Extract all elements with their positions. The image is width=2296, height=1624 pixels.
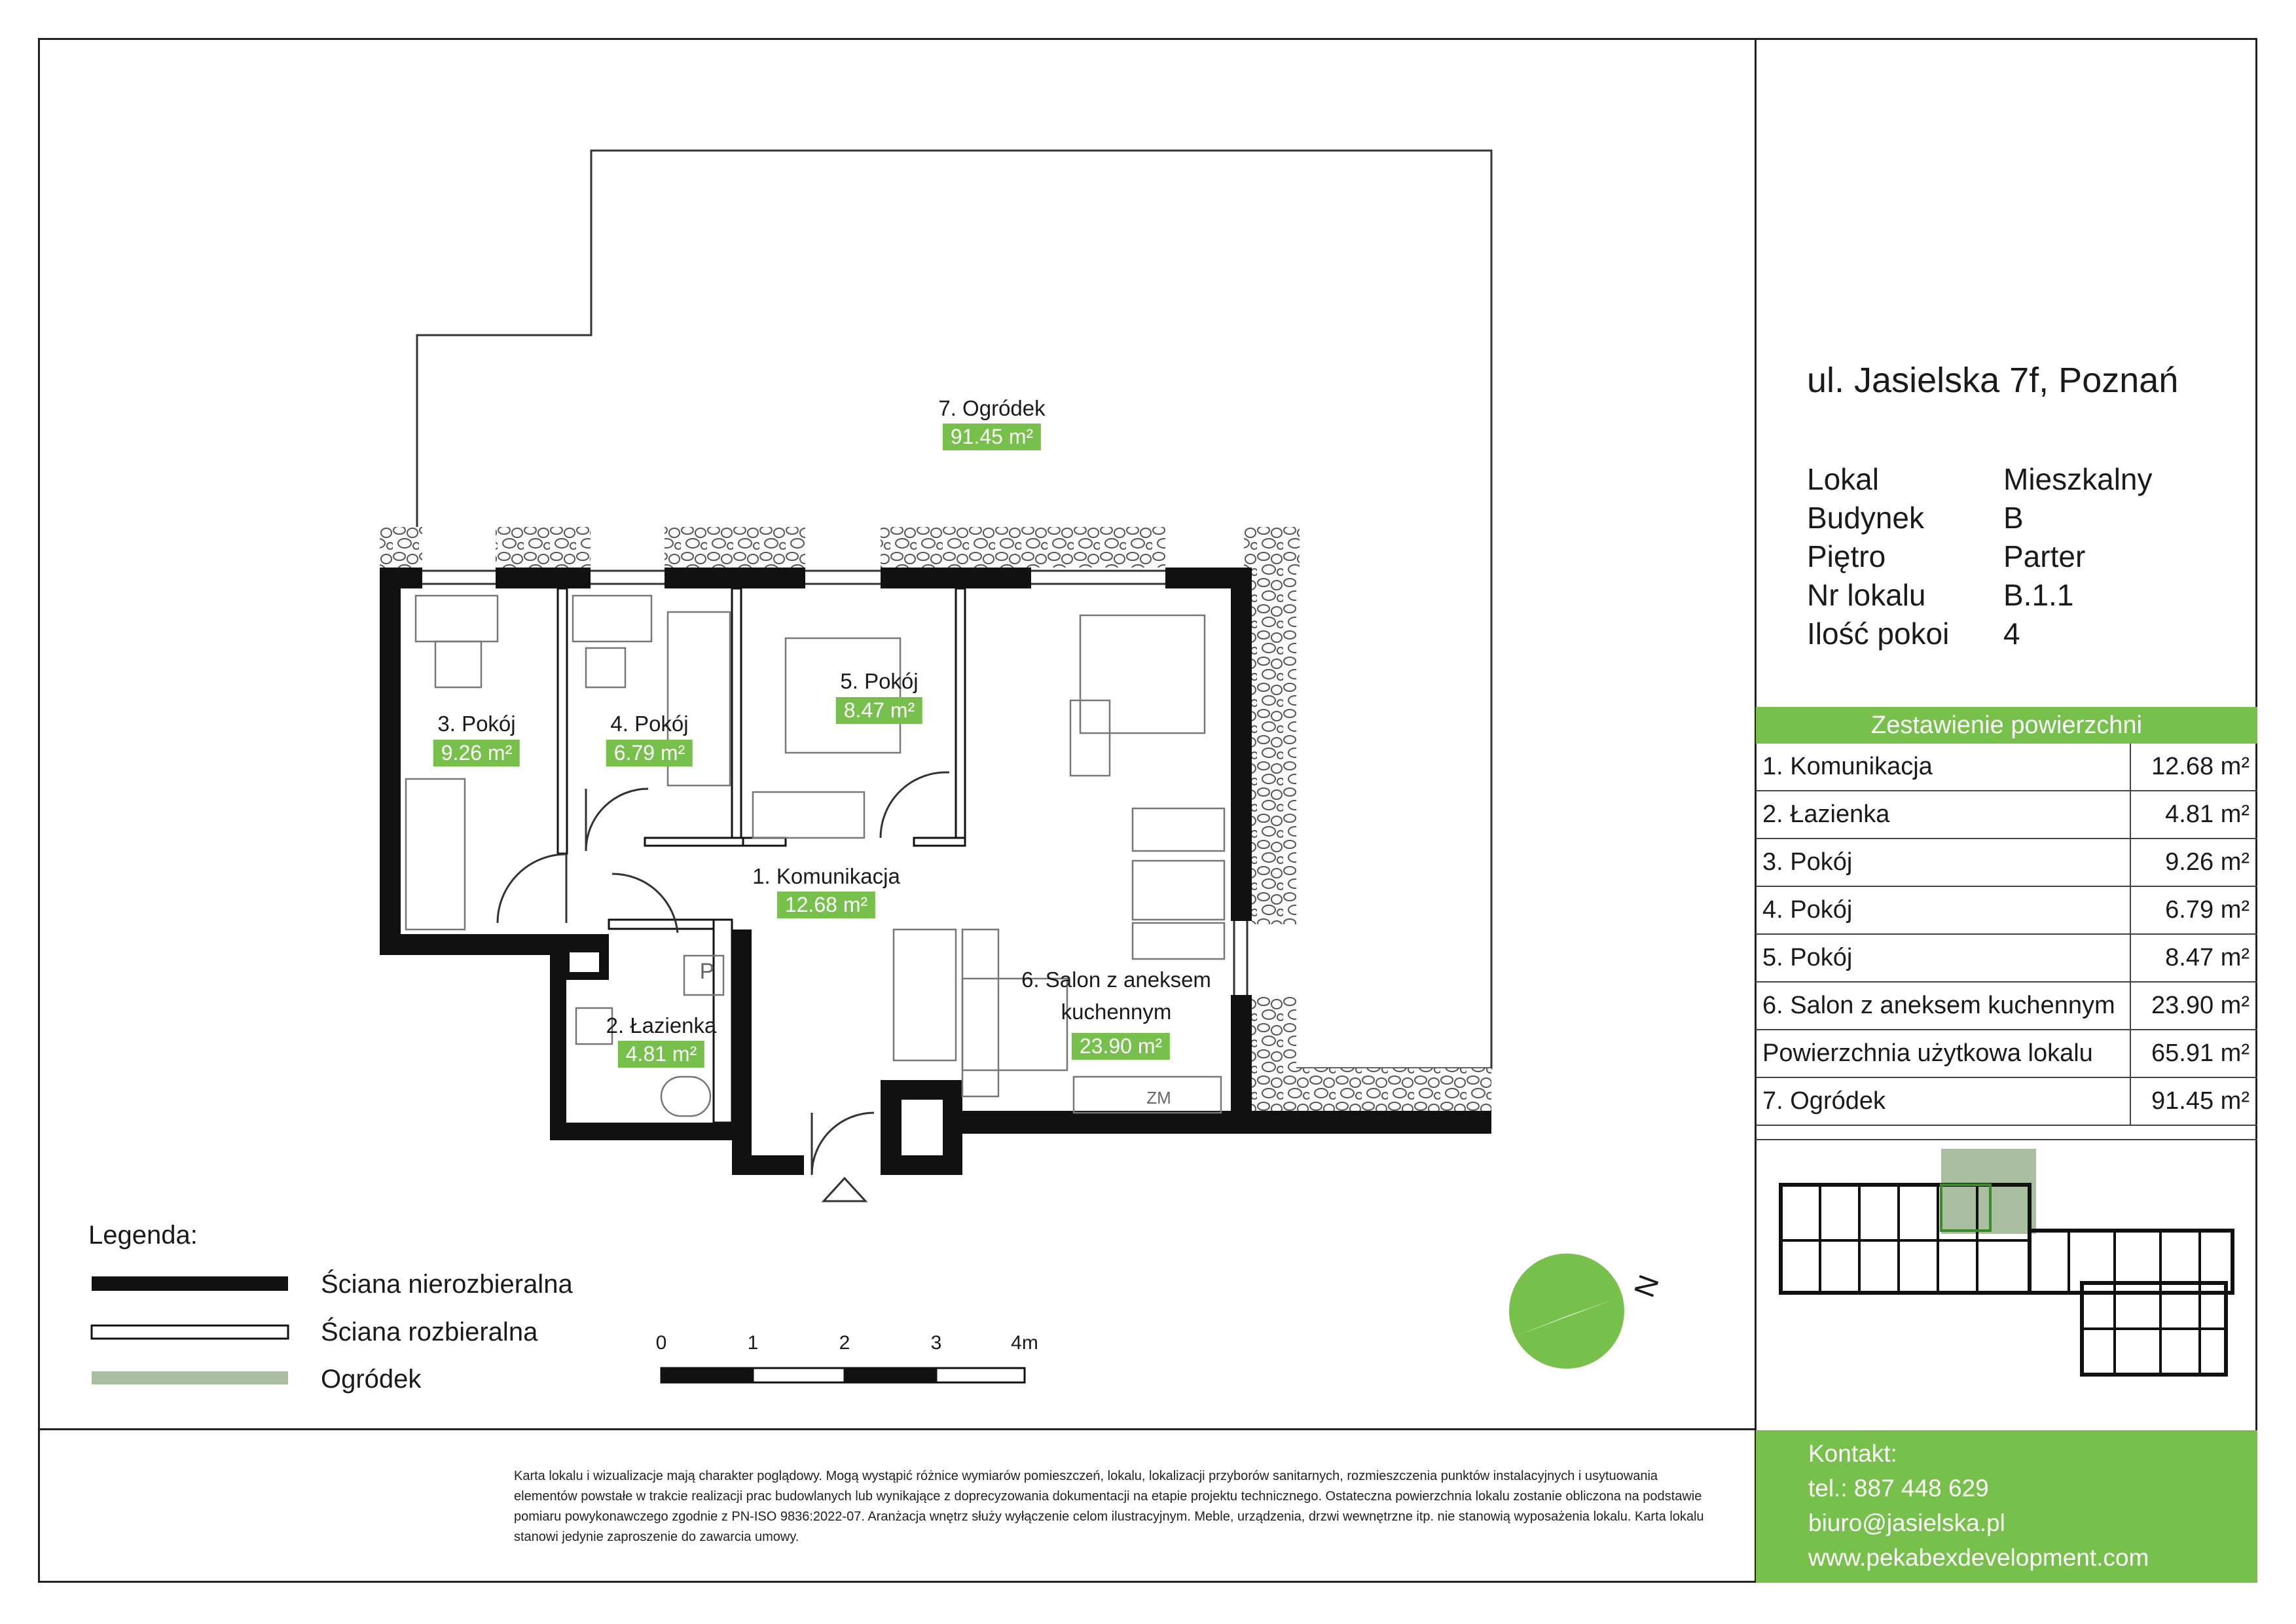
summary-row-value: 91.45 m² [2151,1087,2250,1115]
garden-outline [417,151,1491,1068]
summary-row-value: 4.81 m² [2165,801,2250,828]
room3-area-badge: 9.26 m² [433,740,520,767]
summary-row-name: 1. Komunikacja [1762,753,1933,780]
info-value-budynek: B [2003,501,2024,535]
summary-row-name: Powierzchnia użytkowa lokalu [1762,1039,2093,1067]
summary-row-value: 9.26 m² [2165,848,2250,876]
contact-email[interactable]: biuro@jasielska.pl [1808,1509,2005,1536]
info-value-ilosc-pokoi: 4 [2003,617,2020,651]
summary-row-name: 3. Pokój [1762,848,1853,876]
windows [422,571,1247,995]
summary-row-name: 2. Łazienka [1762,801,1890,828]
salon-label-line2: kuchennym [1061,1000,1172,1024]
garden-label: 7. Ogródek [938,396,1046,420]
salon-area-badge: 23.90 m² [1072,1033,1170,1060]
summary-row [1756,935,2257,983]
info-label-budynek: Budynek [1807,501,1925,535]
summary-row [1756,791,2257,839]
summary-row [1756,839,2257,887]
bath-label: 2. Łazienka [606,1013,717,1038]
info-label-ilosc-pokoi: Ilość pokoi [1807,617,1950,651]
summary-row-value: 6.79 m² [2165,896,2250,924]
summary-row-name: 5. Pokój [1762,944,1853,971]
summary-column-divider [2130,744,2131,1126]
info-value-nr-lokalu: B.1.1 [2003,578,2074,612]
info-label-nr-lokalu: Nr lokalu [1807,578,1926,612]
bath-area-badge: 4.81 m² [618,1041,704,1068]
salon-label-line1: 6. Salon z aneksem [1021,967,1211,992]
info-value-pietro: Parter [2003,539,2086,573]
hall-label: 1. Komunikacja [752,864,900,888]
summary-row-value: 8.47 m² [2165,944,2250,971]
room5-area-badge: 8.47 m² [836,697,922,724]
scale-bar [661,1368,1025,1382]
contact-website[interactable]: www.pekabexdevelopment.com [1808,1544,2149,1571]
info-label-pietro: Piętro [1807,539,1886,573]
key-plan-divider [1756,1139,2257,1140]
legend-swatches [92,1276,288,1384]
garden-area-badge: 91.45 m² [943,424,1041,450]
contact-phone[interactable]: tel.: 887 448 629 [1808,1475,1989,1502]
summary-row-name: 4. Pokój [1762,896,1853,924]
summary-row-total [1756,1030,2257,1078]
scale-tick-label: 3 [930,1332,942,1354]
scale-tick-label: 0 [655,1332,667,1354]
hall-area-badge: 12.68 m² [777,892,875,918]
meter-box-label: ZM [1146,1088,1171,1108]
compass-north-label: N [1628,1271,1666,1302]
summary-row-name: 7. Ogródek [1762,1087,1886,1115]
summary-row [1756,887,2257,935]
summary-row [1756,744,2257,791]
room4-label: 4. Pokój [610,712,689,736]
room5-label: 5. Pokój [840,669,919,693]
room4-area-badge: 6.79 m² [606,740,693,767]
contact-title: Kontakt: [1808,1440,1897,1467]
summary-row-value: 12.68 m² [2151,753,2250,780]
info-label-lokal: Lokal [1807,462,1879,496]
site-key-plan [1781,1149,2232,1375]
shaft-label: P [699,959,715,984]
address-title: ul. Jasielska 7f, Poznań [1807,361,2179,400]
legend-garden: Ogródek [321,1365,422,1394]
legend-load-bearing-wall: Ściana nierozbieralna [321,1270,573,1299]
summary-row-value: 65.91 m² [2151,1039,2250,1067]
summary-row [1756,983,2257,1030]
legend-partition-wall: Ściana rozbieralna [321,1318,538,1346]
info-value-lokal: Mieszkalny [2003,462,2153,496]
disclaimer-text: Karta lokalu i wizualizacje mają charakter poglądowy. Mogą wystąpić różnice wymiarów pomieszczeń, lokalu, lokalizacji przyborów sanitarnych, rozmieszczenia punktów instalacyjnych i usytuowania elementów powstałe w trakcie realizacji prac budowlanych lub wynikające z doprecyzowania dokumentacji na etapie projektu technicznego. Ostateczna powierzchnia lokalu zostanie obliczona na podstawie pomiaru powykonawczego zgodnie z PN-ISO 9836:2022-07. Aranżacja wnętrz służy wyłączenie celom ilustracyjnym. Meble, urządzenia, drzwi wewnętrzne itp. nie stanowią wyposażenia lokalu. Karta lokalu stanowi jedynie zaproszenie do zawarcia umowy. [514,1469,1704,1544]
stone-paving [380,527,1491,1123]
scale-tick-label: 1 [747,1332,759,1354]
summary-row-name: 6. Salon z aneksem kuchennym [1762,992,2115,1019]
summary-row-value: 23.90 m² [2151,992,2250,1019]
legend-title: Legenda: [88,1221,198,1250]
compass-icon [1509,1254,1624,1369]
scale-tick-label: 2 [839,1332,850,1354]
summary-header: Zestawienie powierzchni [1756,707,2257,744]
scale-tick-label: 4m [1011,1332,1038,1354]
summary-row [1756,1078,2257,1126]
room3-label: 3. Pokój [437,712,516,736]
